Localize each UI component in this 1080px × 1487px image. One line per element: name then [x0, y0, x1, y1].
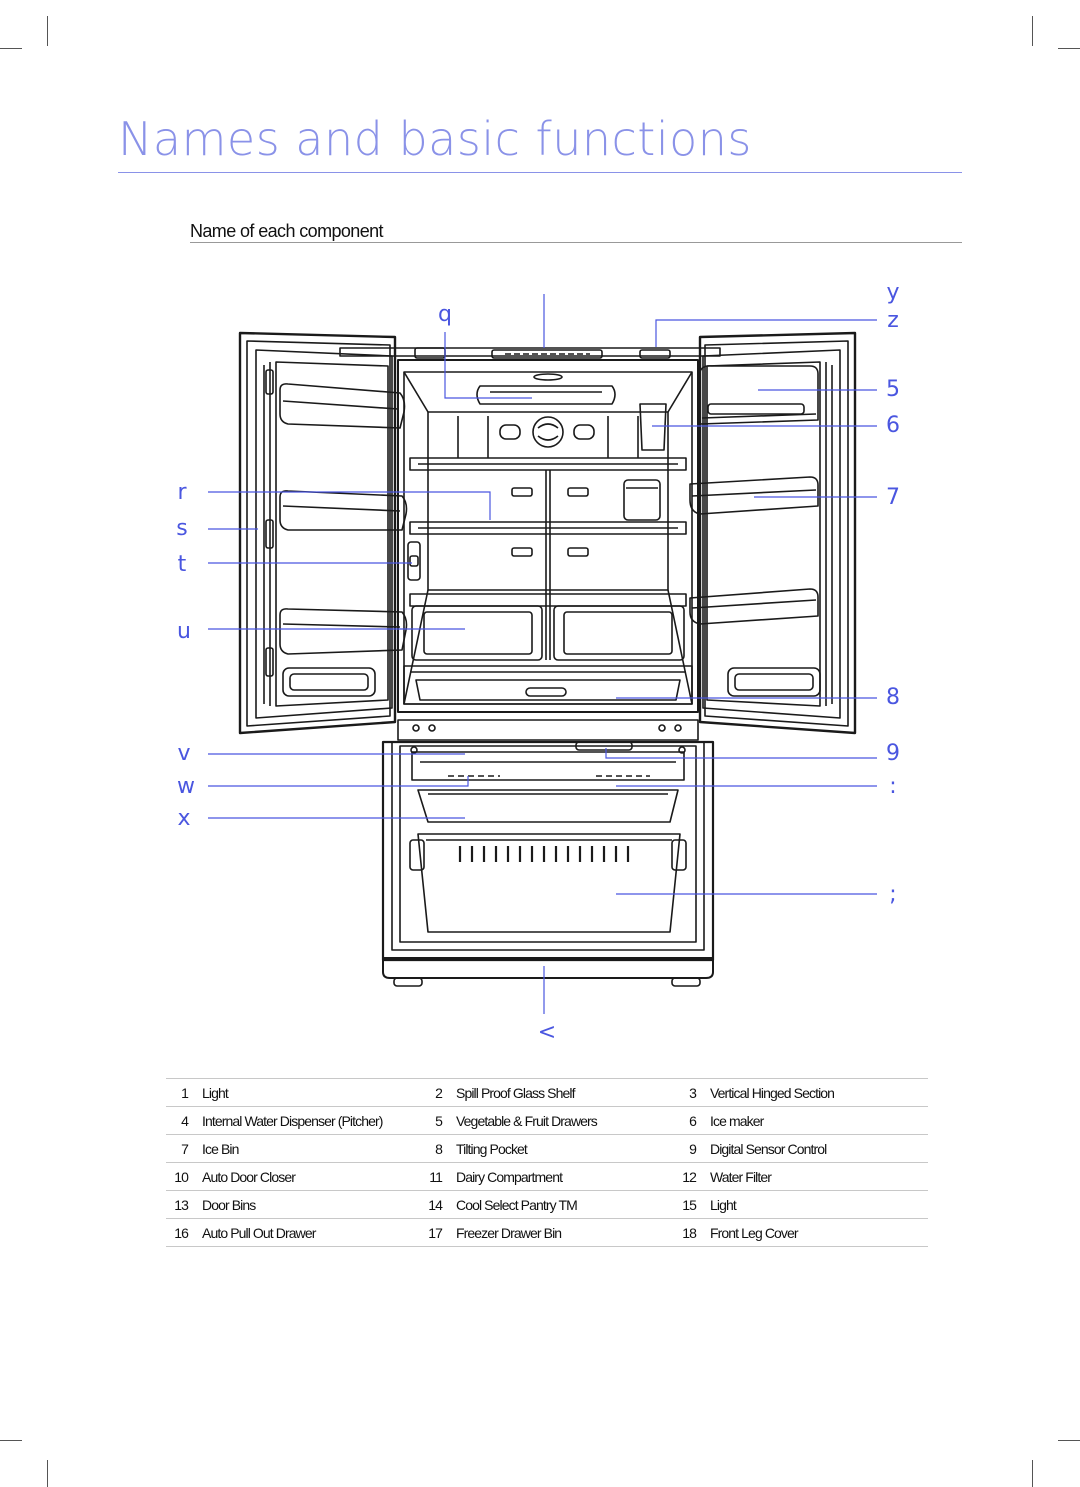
- table-row: [166, 1107, 928, 1135]
- section-subtitle: Name of each component: [190, 221, 383, 241]
- part-number: 15: [674, 1191, 710, 1219]
- part-number: 8: [420, 1135, 456, 1163]
- callout-colon: :: [889, 774, 897, 799]
- part-number: 16: [166, 1219, 202, 1247]
- part-label: Internal Water Dispenser (Pitcher): [202, 1107, 420, 1135]
- callout-s: s: [176, 516, 188, 541]
- part-number: 11: [420, 1163, 456, 1191]
- part-number: 3: [674, 1079, 710, 1107]
- callout-x: x: [177, 806, 191, 831]
- callout-6: 6: [886, 413, 900, 438]
- part-number: 14: [420, 1191, 456, 1219]
- table-row: [166, 1219, 928, 1247]
- fridge-compartment: [398, 360, 698, 712]
- part-label: Light: [710, 1191, 928, 1219]
- right-door-bins: [690, 366, 820, 696]
- part-number: 10: [166, 1163, 202, 1191]
- cabinet-top: [340, 348, 720, 358]
- divider-bar: [398, 720, 698, 740]
- callout-5: 5: [886, 377, 900, 402]
- part-number: 1: [166, 1079, 202, 1107]
- callout-z: z: [887, 308, 899, 333]
- part-number: 12: [674, 1163, 710, 1191]
- callout-y: y: [886, 280, 900, 305]
- part-label: Dairy Compartment: [456, 1163, 674, 1191]
- callout-v: v: [177, 741, 191, 766]
- crop-mark: [0, 1440, 22, 1441]
- table-row: [166, 1191, 928, 1219]
- part-number: 18: [674, 1219, 710, 1247]
- parts-table: [166, 1078, 928, 1247]
- part-label: Front Leg Cover: [710, 1219, 928, 1247]
- table-row: [166, 1079, 928, 1107]
- part-number: 13: [166, 1191, 202, 1219]
- part-label: Cool Select Pantry TM: [456, 1191, 674, 1219]
- page-title: Names and basic functions: [118, 112, 752, 166]
- crop-mark: [47, 1460, 48, 1487]
- callout-semicolon: ;: [889, 882, 897, 907]
- callout-q: q: [438, 302, 452, 327]
- part-label: Freezer Drawer Bin: [456, 1219, 674, 1247]
- callout-w: w: [177, 774, 195, 799]
- callout-r: r: [177, 480, 187, 505]
- table-row: [166, 1163, 928, 1191]
- part-label: Digital Sensor Control: [710, 1135, 928, 1163]
- part-label: Auto Door Closer: [202, 1163, 420, 1191]
- part-number: 6: [674, 1107, 710, 1135]
- callout-9: 9: [886, 741, 900, 766]
- part-number: 4: [166, 1107, 202, 1135]
- part-number: 9: [674, 1135, 710, 1163]
- part-number: 5: [420, 1107, 456, 1135]
- freezer-compartment: [383, 742, 713, 960]
- right-door: [700, 333, 855, 733]
- crop-mark: [1032, 1460, 1033, 1487]
- freezer-door-base: [383, 958, 713, 986]
- crop-mark: [1058, 1440, 1080, 1441]
- part-label: Tilting Pocket: [456, 1135, 674, 1163]
- callout-t: t: [177, 552, 187, 577]
- table-row: [166, 1135, 928, 1163]
- callout-8: 8: [886, 685, 900, 710]
- callout-7: 7: [886, 485, 900, 510]
- callout-u: u: [177, 619, 191, 644]
- part-label: Auto Pull Out Drawer: [202, 1219, 420, 1247]
- part-number: 7: [166, 1135, 202, 1163]
- callout-less-than: <: [537, 1020, 557, 1045]
- refrigerator-drawing: [240, 333, 855, 986]
- part-label: Vegetable & Fruit Drawers: [456, 1107, 674, 1135]
- part-number: 2: [420, 1079, 456, 1107]
- part-label: Water Filter: [710, 1163, 928, 1191]
- left-door: [240, 333, 395, 733]
- part-label: Light: [202, 1079, 420, 1107]
- part-number: 17: [420, 1219, 456, 1247]
- part-label: Ice maker: [710, 1107, 928, 1135]
- part-label: Vertical Hinged Section: [710, 1079, 928, 1107]
- part-label: Ice Bin: [202, 1135, 420, 1163]
- part-label: Door Bins: [202, 1191, 420, 1219]
- part-label: Spill Proof Glass Shelf: [456, 1079, 674, 1107]
